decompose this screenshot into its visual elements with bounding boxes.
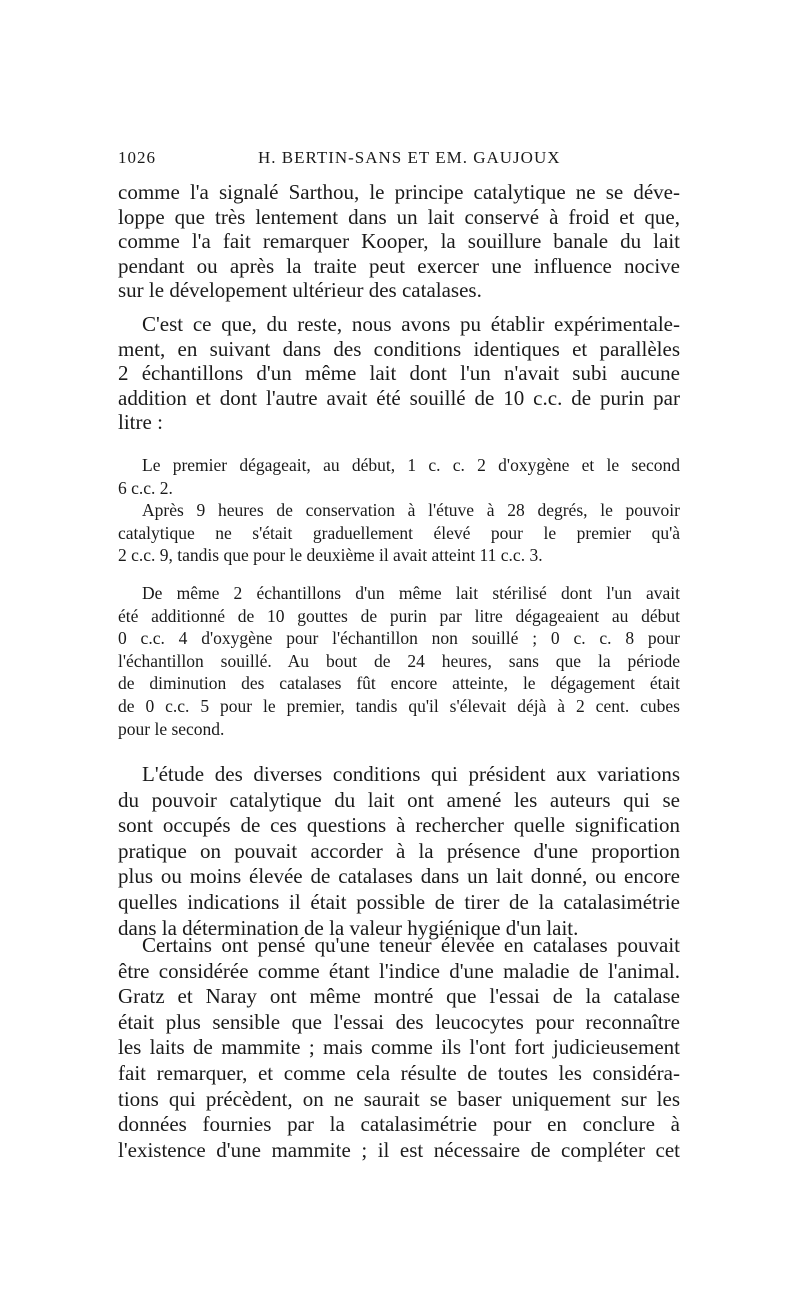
- text-line: de diminution des catalases fût encore atteinte, le dégagement était: [118, 673, 680, 694]
- text-line: du pouvoir catalytique du lait ont amené les auteurs qui se: [118, 787, 680, 812]
- text-line: 6 c.c. 2.: [118, 477, 173, 498]
- text-line: plus ou moins élevée de catalases dans un lait donné, ou encore: [118, 864, 680, 889]
- text-line: De même 2 échantillons d'un même lait stérilisé dont l'un avait: [142, 583, 680, 603]
- text-line: L'étude des diverses conditions qui président aux variations: [142, 762, 680, 786]
- text-line: être considérée comme étant l'indice d'une maladie de l'animal.: [118, 958, 680, 983]
- text-line: de 0 c.c. 5 pour le premier, tandis qu'il s'élevait déjà à 2 cent. cubes: [118, 695, 680, 716]
- text-line: dans la détermination de la valeur hygiénique d'un lait.: [118, 915, 579, 940]
- text-line: Après 9 heures de conservation à l'étuve à 28 degrés, le pouvoir: [142, 500, 680, 521]
- small-print-results-2: [118, 582, 680, 740]
- paragraph-experiment-intro: [118, 312, 680, 435]
- small-print-results-1: [118, 454, 680, 567]
- text-line: sur le dévelopement ultérieur des catalases.: [118, 278, 482, 303]
- text-line: comme l'a signalé Sarthou, le principe catalytique ne se déve-: [118, 180, 680, 204]
- text-line: Certains ont pensé qu'une teneur élevée en catalases pouvait: [142, 933, 680, 957]
- text-line: pratique on pouvait accorder à la présence d'une proportion: [118, 838, 680, 863]
- text-line: sont occupés de ces questions à rechercher quelle signification: [118, 813, 680, 838]
- text-line: ment, en suivant dans des conditions identiques et parallèles: [118, 336, 680, 361]
- text-line: comme l'a fait remarquer Kooper, la souillure banale du lait: [118, 229, 680, 254]
- page-header: [118, 148, 678, 172]
- text-line: était plus sensible que l'essai des leucocytes pour reconnaître: [118, 1009, 680, 1034]
- page-number: 1026: [118, 148, 156, 167]
- text-line: 2 c.c. 9, tandis que pour le deuxième il avait atteint 11 c.c. 3.: [118, 545, 543, 566]
- paragraph-catalase-study: [118, 762, 680, 941]
- text-line: tions qui précèdent, on ne saurait se baser uniquement sur les: [118, 1086, 680, 1111]
- text-line: pendant ou après la traite peut exercer une influence nocive: [118, 253, 680, 278]
- text-line: l'échantillon souillé. Au bout de 24 heures, sans que la période: [118, 650, 680, 671]
- text-line: données fournies par la catalasimétrie pour en conclure à: [118, 1112, 680, 1137]
- text-line: l'existence d'une mammite ; il est nécessaire de compléter cet: [118, 1137, 680, 1162]
- paragraph-mastitis: [118, 933, 680, 1163]
- text-line: C'est ce que, du reste, nous avons pu établir expérimentale-: [142, 312, 680, 336]
- text-line: catalytique ne s'était graduellement élevé pour le premier qu'à: [118, 522, 680, 543]
- paragraph-continuation: [118, 180, 680, 303]
- text-line: fait remarquer, et comme cela résulte de toutes les considéra-: [118, 1060, 680, 1085]
- text-line: Le premier dégageait, au début, 1 c. c. 2 d'oxygène et le second: [142, 455, 680, 475]
- text-line: loppe que très lentement dans un lait conservé à froid et que,: [118, 204, 680, 229]
- text-line: addition et dont l'autre avait été souillé de 10 c.c. de purin par: [118, 385, 680, 410]
- running-title: H. BERTIN-SANS ET EM. GAUJOUX: [258, 148, 561, 167]
- text-line: 2 échantillons d'un même lait dont l'un n'avait subi aucune: [118, 361, 680, 386]
- text-line: quelles indications il était possible de tirer de la catalasimétrie: [118, 889, 680, 914]
- text-line: pour le second.: [118, 718, 225, 739]
- text-line: litre :: [118, 410, 163, 435]
- text-line: Gratz et Naray ont même montré que l'essai de la catalase: [118, 984, 680, 1009]
- text-line: les laits de mammite ; mais comme ils l'ont fort judicieusement: [118, 1035, 680, 1060]
- text-line: été additionné de 10 gouttes de purin par litre dégageaient au début: [118, 605, 680, 626]
- text-line: 0 c.c. 4 d'oxygène pour l'échantillon non souillé ; 0 c. c. 8 pour: [118, 628, 680, 649]
